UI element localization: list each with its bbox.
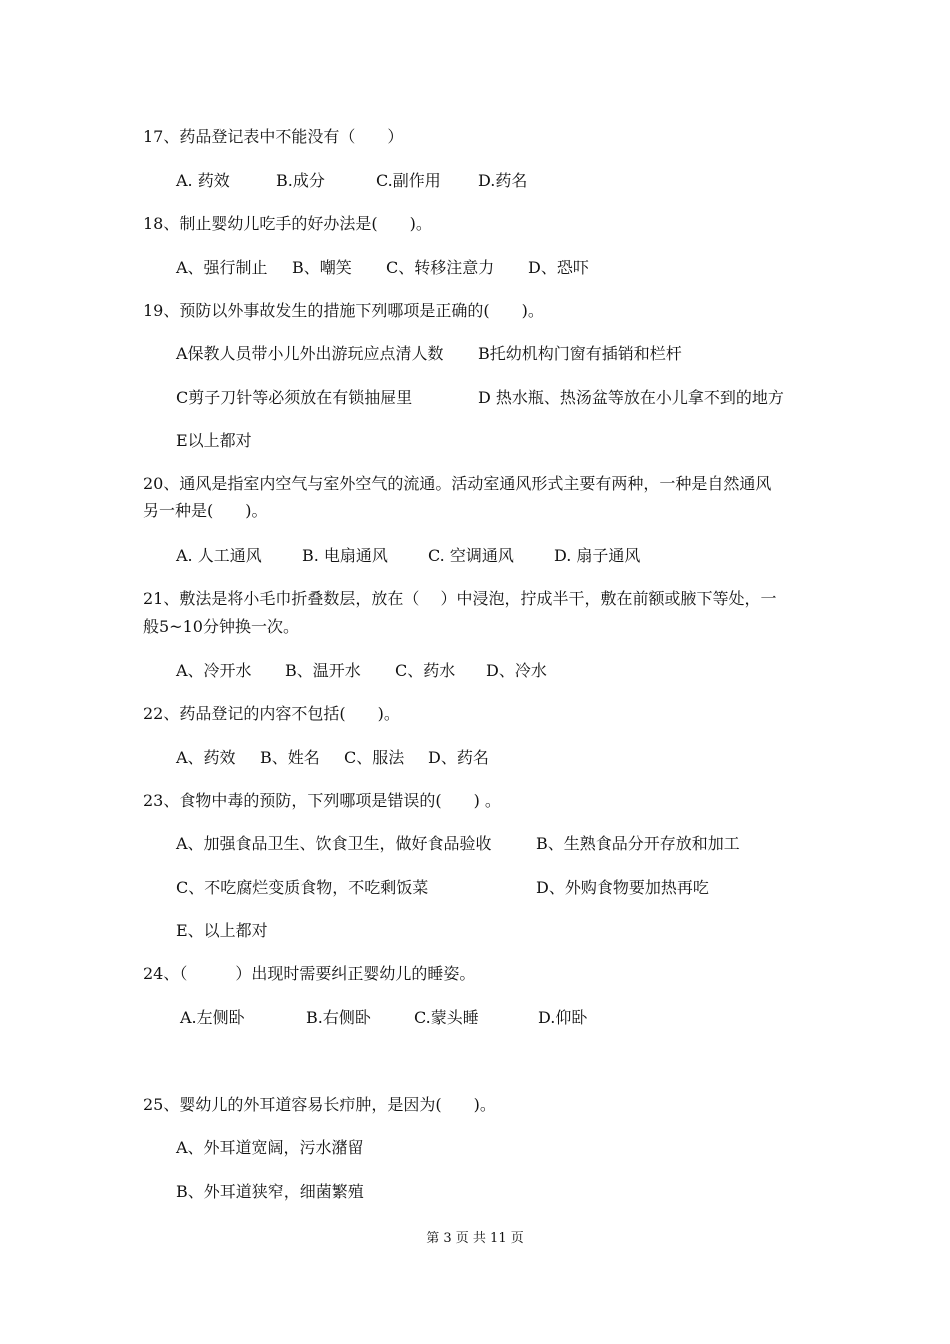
- option: B. 电扇通风: [302, 546, 388, 565]
- option: B、姓名: [260, 748, 320, 767]
- question-stem-continued: 般5~10分钟换一次。: [143, 617, 299, 636]
- option: A、冷开水: [176, 661, 252, 680]
- option: C.副作用: [376, 171, 441, 190]
- option: B、嘲笑: [292, 258, 352, 277]
- option: A. 药效: [176, 171, 230, 190]
- option: D、药名: [428, 748, 489, 767]
- option: A保教人员带小儿外出游玩应点清人数: [176, 344, 444, 363]
- option: B、生熟食品分开存放和加工: [536, 834, 740, 853]
- option: A、外耳道宽阔，污水潴留: [176, 1138, 364, 1157]
- question-stem: 22、药品登记的内容不包括( )。: [143, 704, 400, 723]
- page-number: 第 3 页 共 11 页: [426, 1231, 524, 1246]
- option: B托幼机构门窗有插销和栏杆: [478, 344, 682, 363]
- option: C、服法: [344, 748, 405, 767]
- option: B、外耳道狭窄，细菌繁殖: [176, 1182, 364, 1201]
- option: C、药水: [395, 661, 456, 680]
- option: A、加强食品卫生、饮食卫生，做好食品验收: [176, 834, 492, 853]
- option: D.仰卧: [538, 1008, 588, 1027]
- option: B、温开水: [285, 661, 361, 680]
- option: D.药名: [478, 171, 528, 190]
- option: B.成分: [276, 171, 325, 190]
- option: C、转移注意力: [386, 258, 495, 277]
- option: D、冷水: [486, 661, 547, 680]
- option: A、强行制止: [176, 258, 268, 277]
- option: C.蒙头睡: [414, 1008, 479, 1027]
- question-stem: 21、敷法是将小毛巾折叠数层，放在（ ）中浸泡，拧成半干，敷在前额或腋下等处，一: [143, 589, 777, 608]
- option: D、恐吓: [528, 258, 589, 277]
- question-stem: 18、制止婴幼儿吃手的好办法是( )。: [143, 214, 432, 233]
- option: D. 扇子通风: [554, 546, 641, 565]
- option: C、不吃腐烂变质食物，不吃剩饭菜: [176, 878, 429, 897]
- question-stem: 23、食物中毒的预防，下列哪项是错误的( ) 。: [143, 791, 501, 810]
- option: C. 空调通风: [428, 546, 514, 565]
- question-stem: 25、婴幼儿的外耳道容易长疖肿，是因为( )。: [143, 1095, 496, 1114]
- option: E、以上都对: [176, 921, 268, 940]
- question-stem: 19、预防以外事故发生的措施下列哪项是正确的( )。: [143, 301, 544, 320]
- option: A、药效: [176, 748, 236, 767]
- question-stem: 17、药品登记表中不能没有（ ）: [143, 127, 404, 146]
- option: C剪子刀针等必须放在有锁抽屉里: [176, 388, 413, 407]
- option: A.左侧卧: [180, 1008, 245, 1027]
- option: D、外购食物要加热再吃: [536, 878, 709, 897]
- question-stem: 24、（ ）出现时需要纠正婴幼儿的睡姿。: [143, 964, 476, 983]
- question-stem-continued: 另一种是( )。: [143, 501, 268, 520]
- option: A. 人工通风: [176, 546, 262, 565]
- option: E以上都对: [176, 431, 252, 450]
- question-stem: 20、通风是指室内空气与室外空气的流通。活动室通风形式主要有两种，一种是自然通风: [143, 474, 772, 493]
- option: D 热水瓶、热汤盆等放在小儿拿不到的地方: [478, 388, 784, 407]
- option: B.右侧卧: [306, 1008, 371, 1027]
